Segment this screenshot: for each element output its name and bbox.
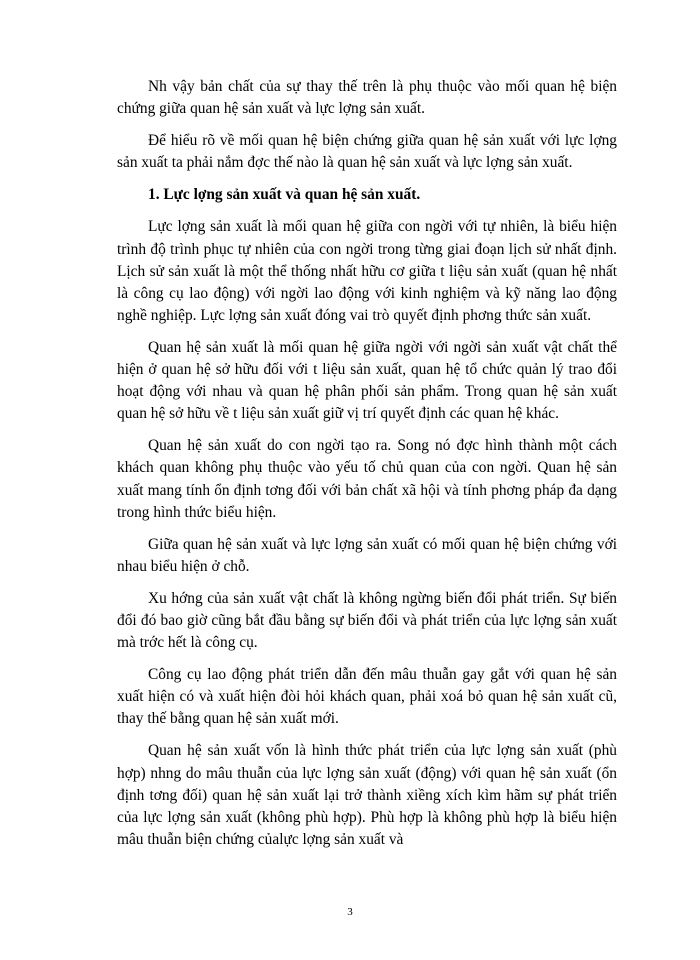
- section-heading: 1. Lực lợng sản xuất và quan hệ sản xuất.: [148, 186, 421, 204]
- page-body: [117, 76, 617, 861]
- paragraph: Công cụ lao động phát triển dẫn đến mâu thuẫn gay gắt với quan hệ sản xuất hiện có và xuất hiện đòi hỏi khách quan, phải xoá bỏ quan hệ sản xuất cũ, thay thế bằng quan hệ sản xuất mới.: [117, 666, 617, 728]
- paragraph: Để hiểu rõ về mối quan hệ biện chứng giữa quan hệ sản xuất với lực lợng sản xuất ta phải nắm đợc thế nào là quan hệ sản xuất và lực lợng sản xuất.: [117, 132, 617, 172]
- paragraph: Quan hệ sản xuất vốn là hình thức phát triển của lực lợng sản xuất (phù hợp) nhng do mâu thuẫn của lực lợng sản xuất (động) với quan hệ sản xuất (ổn định tơng đối) quan hệ sản xuất lại trở thành xiềng xích kìm hãm sự phát triển của lực lợng sản xuất (không phù hợp). Phù hợp là không phù hợp là biểu hiện mâu thuẫn biện chứng củalực lợng sản xuất và: [117, 742, 617, 848]
- paragraph: Nh vậy bản chất của sự thay thế trên là phụ thuộc vào mối quan hệ biện chứng giữa quan hệ sản xuất và lực lợng sản xuất.: [117, 78, 617, 118]
- paragraph: Xu hớng của sản xuất vật chất là không ngừng biến đổi phát triển. Sự biến đổi đó bao giờ cũng bắt đầu bằng sự biến đổi và phát triển của lực lợng sản xuất mà trớc hết là công cụ.: [117, 589, 617, 652]
- paragraph: Lực lợng sản xuất là mối quan hệ giữa con ngời với tự nhiên, là biểu hiện trình độ trình phục tự nhiên của con ngời trong từng giai đoạn lịch sử nhất định. Lịch sử sản xuất là một thể thống nhất hữu cơ giữa t liệu sản xuất (quan hệ nhất là công cụ lao động) với ngời lao động với kinh nghiệm và kỹ năng lao động nghề nghiệp. Lực lợng sản xuất đóng vai trò quyết định phơng thức sản xuất.: [117, 218, 617, 324]
- paragraph: Giữa quan hệ sản xuất và lực lợng sản xuất có mối quan hệ biện chứng với nhau biểu hiện ở chỗ.: [117, 535, 617, 575]
- paragraph: Quan hệ sản xuất là mối quan hệ giữa ngời với ngời sản xuất vật chất thể hiện ở quan hệ sở hữu đối với t liệu sản xuất, quan hệ tổ chức quản lý trao đổi hoạt động với nhau và quan hệ phân phối sản phẩm. Trong quan hệ sản xuất quan hệ sở hữu về t liệu sản xuất giữ vị trí quyết định các quan hệ khác.: [117, 338, 617, 423]
- page-number: 3: [347, 906, 353, 918]
- paragraph: Quan hệ sản xuất do con ngời tạo ra. Song nó đợc hình thành một cách khách quan không phụ thuộc vào yếu tố chủ quan của con ngời. Quan hệ sản xuất mang tính ổn định tơng đối với bản chất xã hội và tính phơng pháp đa dạng trong hình thức biểu hiện.: [117, 437, 617, 521]
